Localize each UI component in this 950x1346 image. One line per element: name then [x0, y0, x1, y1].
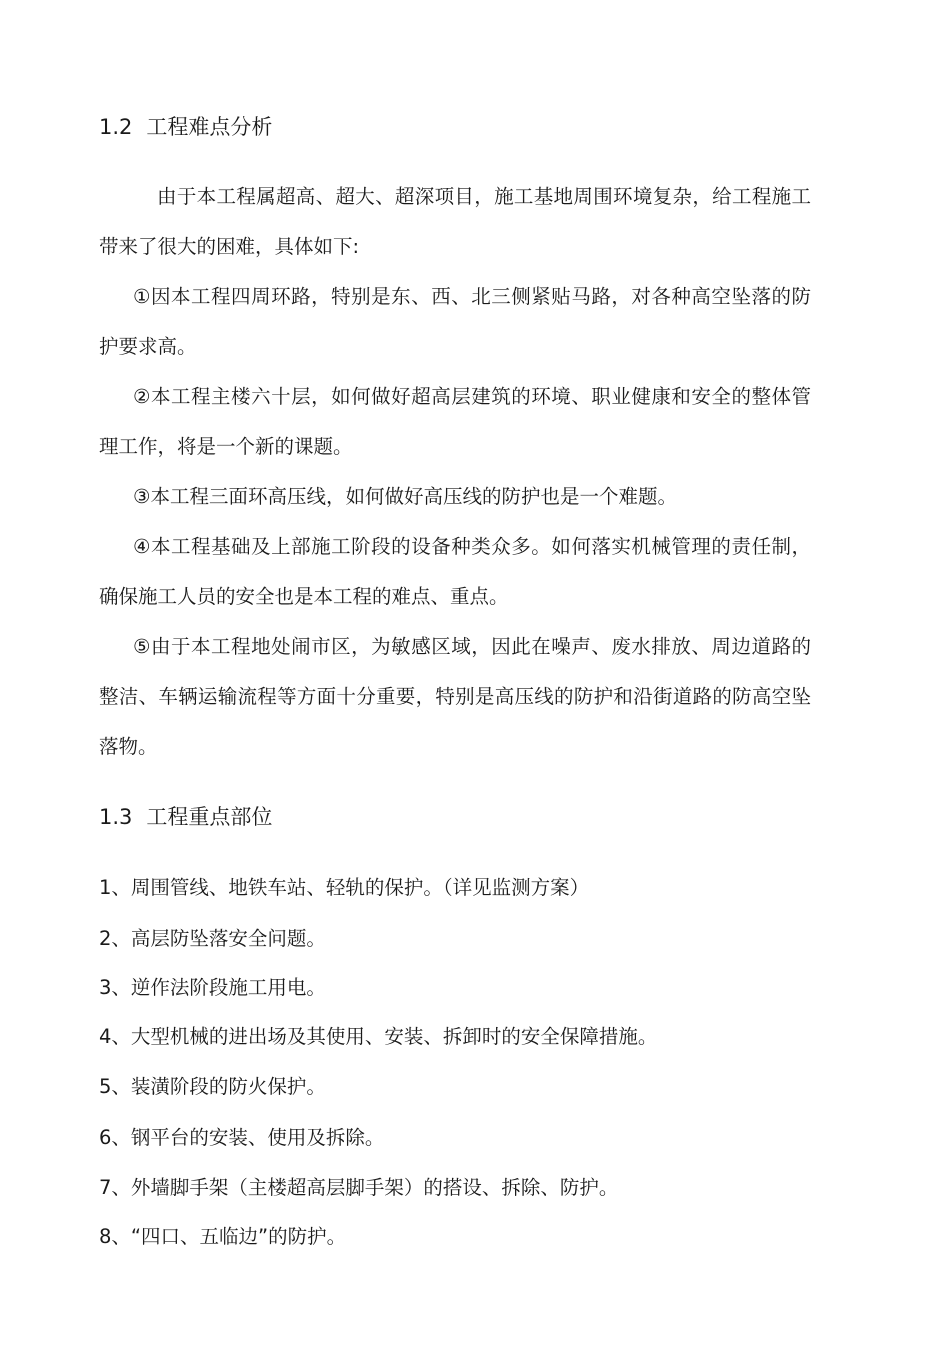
key-item-3: 3、逆作法阶段施工用电。 — [99, 976, 326, 999]
section-title: 工程重点部位 — [146, 805, 273, 829]
key-item-8: 8、“四口、五临边”的防护。 — [99, 1225, 347, 1248]
section-number: 1.3 — [99, 805, 133, 829]
difficulty-point-5: ⑤由于本工程地处闹市区，为敏感区域，因此在噪声、废水排放、周边道路的整洁、车辆运输流程等方面十分重要，特别是高压线的防护和沿街道路的防高空坠落物。 — [99, 635, 811, 758]
section-heading-1-2 — [99, 112, 272, 142]
section-heading-1-3 — [99, 802, 272, 832]
difficulty-point-2: ②本工程主楼六十层，如何做好超高层建筑的环境、职业健康和安全的整体管理工作，将是一个新的课题。 — [99, 385, 811, 458]
key-item-6: 6、钢平台的安装、使用及拆除。 — [99, 1126, 385, 1149]
key-item-4: 4、大型机械的进出场及其使用、安装、拆卸时的安全保障措施。 — [99, 1025, 658, 1048]
section-title: 工程难点分析 — [146, 115, 273, 139]
difficulty-point-1: ①因本工程四周环路，特别是东、西、北三侧紧贴马路，对各种高空坠落的防护要求高。 — [99, 285, 811, 358]
key-item-2: 2、高层防坠落安全问题。 — [99, 927, 326, 950]
difficulty-point-3: ③本工程三面环高压线，如何做好高压线的防护也是一个难题。 — [133, 485, 677, 508]
key-item-5: 5、装潢阶段的防火保护。 — [99, 1075, 326, 1098]
section-number: 1.2 — [99, 115, 133, 139]
key-item-7: 7、外墙脚手架（主楼超高层脚手架）的搭设、拆除、防护。 — [99, 1176, 619, 1199]
key-item-1: 1、周围管线、地铁车站、轻轨的保护。（详见监测方案） — [99, 876, 590, 899]
difficulty-point-4: ④本工程基础及上部施工阶段的设备种类众多。如何落实机械管理的责任制，确保施工人员的安全也是本工程的难点、重点。 — [99, 535, 811, 608]
intro-paragraph: 由于本工程属超高、超大、超深项目，施工基地周围环境复杂，给工程施工带来了很大的困难，具体如下: — [99, 185, 811, 258]
